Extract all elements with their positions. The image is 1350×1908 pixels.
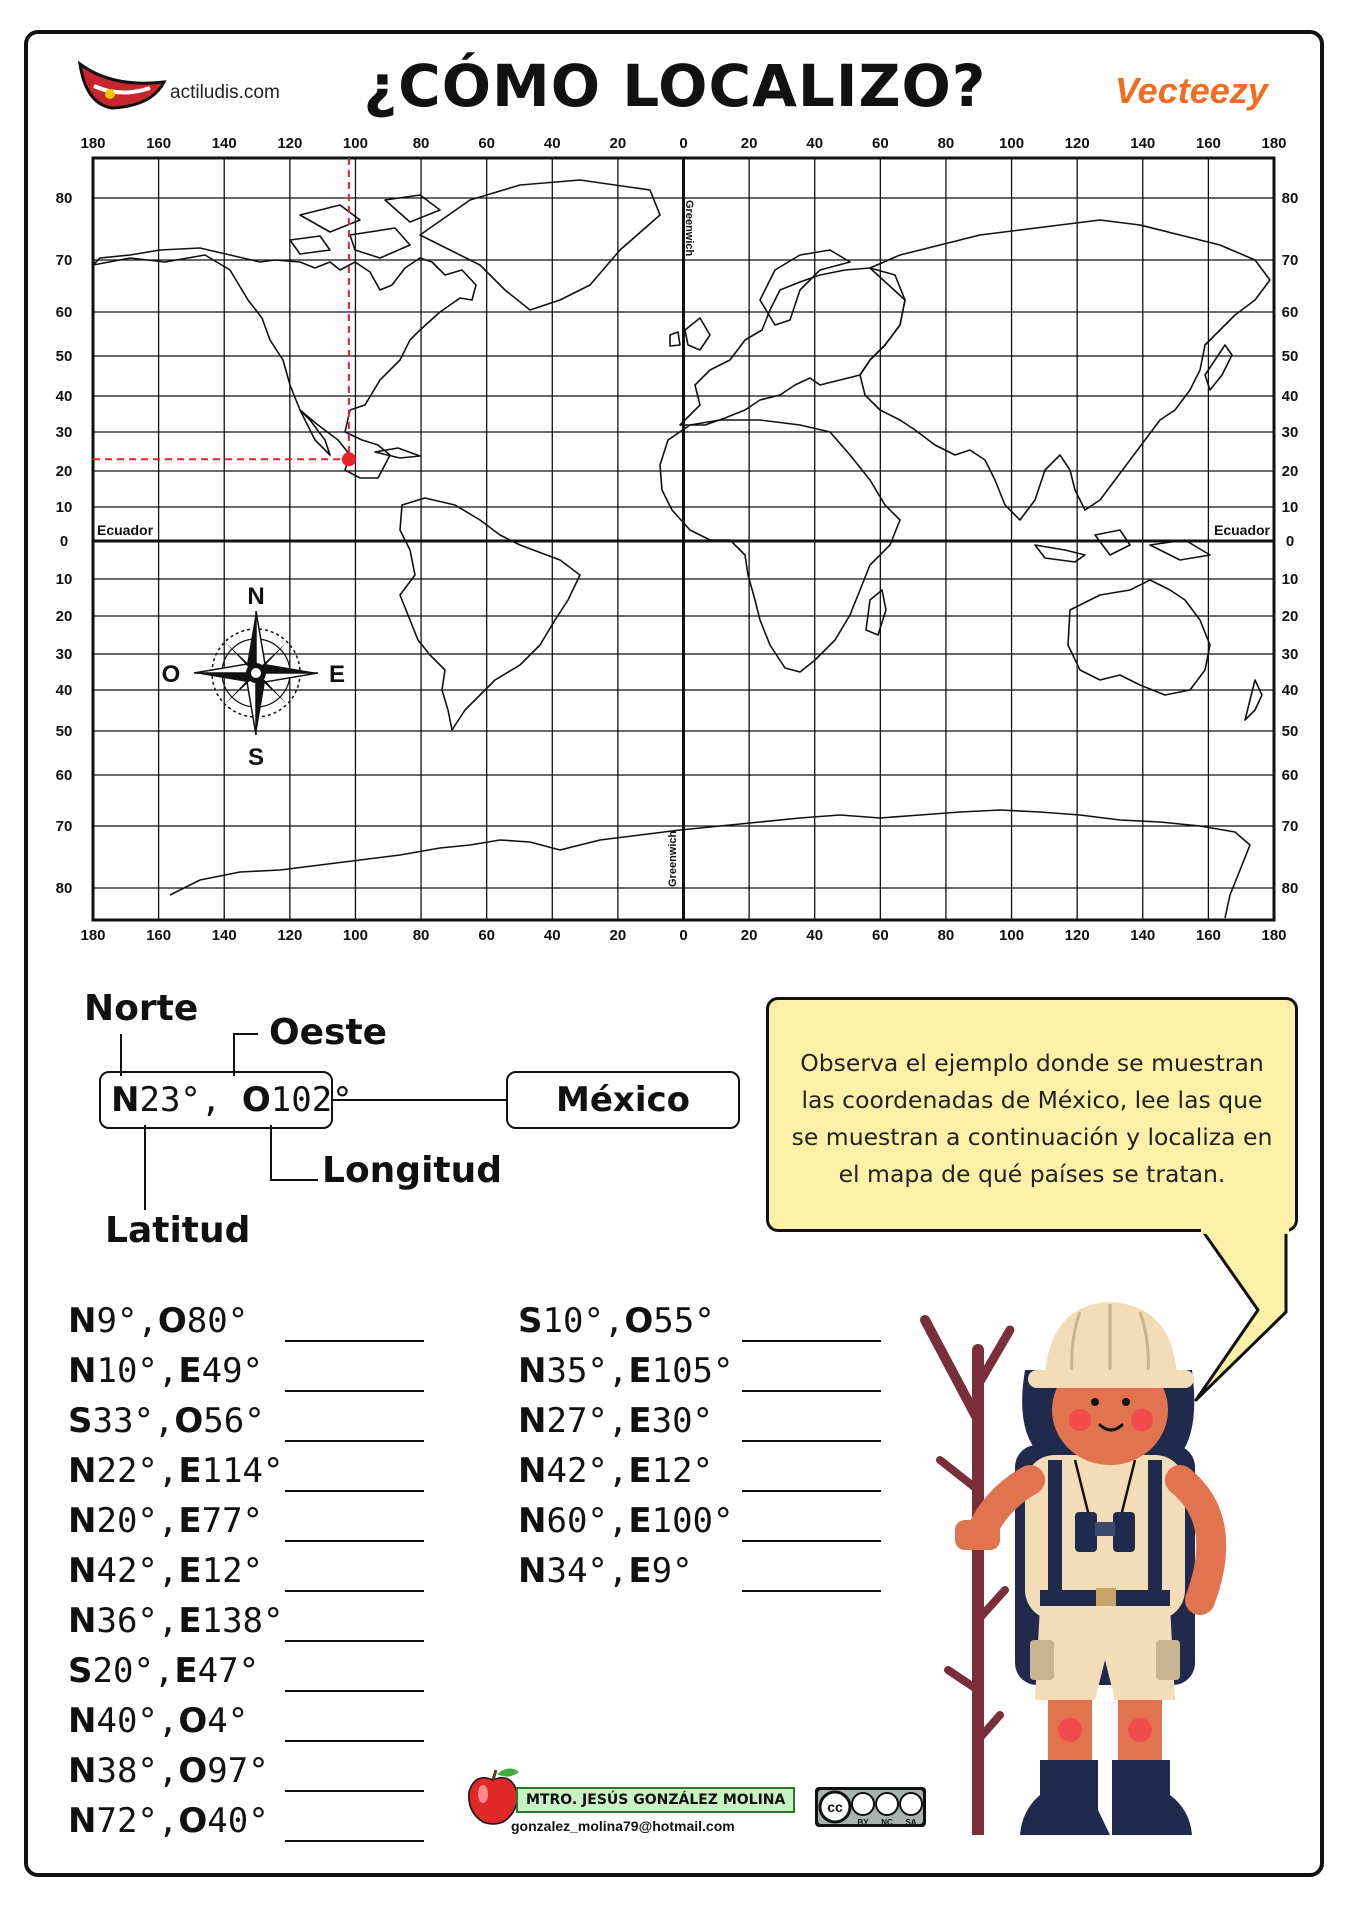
longitude-label-top: 20 — [609, 135, 627, 152]
latitude-label-right: 30 — [1281, 424, 1299, 441]
latitude-label-left: 30 — [55, 424, 73, 441]
longitude-label-bottom: 140 — [211, 927, 237, 944]
latitude-label-left: 20 — [55, 608, 73, 625]
longitude-label-top: 60 — [478, 135, 496, 152]
coordinate-item: S33°,O56° — [68, 1401, 265, 1441]
explorer-character-illustration — [900, 1290, 1280, 1835]
coordinate-item: N36°,E138° — [68, 1601, 284, 1641]
answer-blank-line[interactable] — [285, 1590, 424, 1592]
longitude-label-bottom: 40 — [806, 927, 824, 944]
latitude-label-left: 10 — [55, 571, 73, 588]
coordinate-item: N35°,E105° — [518, 1351, 734, 1391]
compass-north-label: N — [247, 583, 265, 610]
longitude-label-bottom: 100 — [342, 927, 368, 944]
longitude-label-top: 120 — [1064, 135, 1090, 152]
coordinate-item: N60°,E100° — [518, 1501, 734, 1541]
coordinate-item: N38°,O97° — [68, 1751, 269, 1791]
author-name: MTRO. JESÚS GONZÁLEZ MOLINA — [516, 1787, 795, 1813]
longitude-label-bottom: 80 — [412, 927, 430, 944]
answer-blank-line[interactable] — [285, 1440, 424, 1442]
latitude-label-right: 60 — [1281, 304, 1299, 321]
answer-blank-line[interactable] — [285, 1790, 424, 1792]
latitude-label-left: 60 — [55, 767, 73, 784]
longitude-label-bottom: 140 — [1130, 927, 1156, 944]
latitude-label-right: 60 — [1281, 767, 1299, 784]
example-country-box: México — [506, 1071, 740, 1129]
latitude-label-left: 80 — [55, 880, 73, 897]
coordinate-item: S20°,E47° — [68, 1651, 260, 1691]
answer-blank-line[interactable] — [742, 1390, 881, 1392]
answer-blank-line[interactable] — [285, 1690, 424, 1692]
longitude-label-top: 40 — [806, 135, 824, 152]
longitude-label-bottom: 100 — [999, 927, 1025, 944]
equator-label-left: Ecuador — [97, 522, 154, 538]
longitude-label-top: 160 — [1195, 135, 1221, 152]
answer-blank-line[interactable] — [285, 1490, 424, 1492]
latitude-label-left: 40 — [55, 388, 73, 405]
answer-blank-line[interactable] — [285, 1640, 424, 1642]
answer-blank-line[interactable] — [285, 1740, 424, 1742]
page-title: ¿CÓMO LOCALIZO? — [363, 52, 987, 120]
cc-license-badge-icon — [815, 1787, 926, 1827]
longitude-label-bottom: 20 — [740, 927, 758, 944]
longitude-label-bottom: 60 — [871, 927, 889, 944]
longitude-label-top: 120 — [277, 135, 303, 152]
longitude-label-top: 100 — [342, 135, 368, 152]
latitude-label-right: 50 — [1281, 723, 1299, 740]
longitude-label-bottom: 160 — [1195, 927, 1221, 944]
coordinate-item: N42°,E12° — [518, 1451, 714, 1491]
latitude-label-left: 20 — [55, 463, 73, 480]
greenwich-label-bottom: Greenwich — [667, 830, 679, 887]
longitude-label-bottom: 80 — [937, 927, 955, 944]
latitude-label-left: 50 — [55, 348, 73, 365]
coordinate-item: N34°,E9° — [518, 1551, 693, 1591]
answer-blank-line[interactable] — [285, 1840, 424, 1842]
longitude-label-top: 80 — [937, 135, 955, 152]
latitude-label-left: 70 — [55, 818, 73, 835]
author-email: gonzalez_molina79@hotmail.com — [511, 1818, 735, 1834]
latitude-label-left: 80 — [55, 190, 73, 207]
coordinate-item: N22°,E114° — [68, 1451, 284, 1491]
greenwich-label-top: Greenwich — [683, 200, 695, 257]
answer-blank-line[interactable] — [742, 1590, 881, 1592]
latitude-label-right: 70 — [1281, 252, 1299, 269]
latitude-label-left: 60 — [55, 304, 73, 321]
longitude-label-top: 140 — [211, 135, 237, 152]
latitude-label-right: 0 — [1285, 533, 1295, 550]
answer-blank-line[interactable] — [285, 1390, 424, 1392]
longitude-label-bottom: 180 — [1261, 927, 1287, 944]
answer-blank-line[interactable] — [742, 1440, 881, 1442]
brand-logo: Vecteezy — [1115, 70, 1268, 111]
logo-text: actiludis.com — [170, 82, 280, 103]
longitude-label-bottom: 20 — [609, 927, 627, 944]
example-coordinate-box: N23°, O102° — [99, 1071, 333, 1129]
latitude-label-left: 0 — [59, 533, 69, 550]
longitude-label-bottom: 0 — [679, 927, 688, 944]
latitude-label-right: 20 — [1281, 608, 1299, 625]
coordinate-item: N10°,E49° — [68, 1351, 264, 1391]
coordinate-item: S10°,O55° — [518, 1301, 715, 1341]
latitude-label-right: 40 — [1281, 682, 1299, 699]
longitude-label-top: 140 — [1130, 135, 1156, 152]
legend-longitude-word: Longitud — [322, 1150, 503, 1191]
answer-blank-line[interactable] — [742, 1540, 881, 1542]
latitude-label-right: 10 — [1281, 499, 1299, 516]
longitude-label-bottom: 160 — [146, 927, 172, 944]
latitude-label-right: 80 — [1281, 880, 1299, 897]
longitude-label-top: 160 — [146, 135, 172, 152]
svg-text:SA: SA — [905, 1818, 917, 1827]
latitude-label-left: 40 — [55, 682, 73, 699]
longitude-label-bottom: 120 — [1064, 927, 1090, 944]
latitude-label-left: 30 — [55, 646, 73, 663]
legend-north-word: Norte — [84, 988, 199, 1029]
coordinate-item: N27°,E30° — [518, 1401, 714, 1441]
longitude-label-bottom: 60 — [478, 927, 496, 944]
compass-west-label: O — [161, 661, 181, 688]
svg-text:BY: BY — [857, 1818, 869, 1827]
instruction-text: Observa el ejemplo donde se muestran las coordenadas de México, lee las que se muestran a continuación y localiza en el mapa de qué países se tratan. — [791, 1049, 1273, 1188]
legend-west-word: Oeste — [269, 1012, 388, 1053]
longitude-label-bottom: 120 — [277, 927, 303, 944]
coordinate-item: N72°,O40° — [68, 1801, 269, 1841]
longitude-label-bottom: 180 — [80, 927, 106, 944]
answer-blank-line[interactable] — [742, 1490, 881, 1492]
latitude-label-left: 50 — [55, 723, 73, 740]
latitude-label-right: 30 — [1281, 646, 1299, 663]
latitude-label-right: 40 — [1281, 388, 1299, 405]
longitude-label-top: 60 — [871, 135, 889, 152]
coordinate-item: N42°,E12° — [68, 1551, 264, 1591]
longitude-label-top: 80 — [412, 135, 430, 152]
latitude-label-right: 50 — [1281, 348, 1299, 365]
compass-east-label: E — [328, 661, 346, 688]
longitude-label-top: 40 — [543, 135, 561, 152]
svg-text:NC: NC — [881, 1818, 893, 1827]
latitude-label-left: 70 — [55, 252, 73, 269]
longitude-label-top: 20 — [740, 135, 758, 152]
equator-label-right: Ecuador — [1213, 522, 1270, 538]
latitude-label-right: 80 — [1281, 190, 1299, 207]
longitude-label-top: 180 — [80, 135, 106, 152]
answer-blank-line[interactable] — [285, 1340, 424, 1342]
longitude-label-bottom: 40 — [543, 927, 561, 944]
coordinate-item: N9°,O80° — [68, 1301, 249, 1341]
longitude-label-top: 0 — [679, 135, 688, 152]
answer-blank-line[interactable] — [285, 1540, 424, 1542]
longitude-label-top: 100 — [999, 135, 1025, 152]
coordinate-item: N40°,O4° — [68, 1701, 249, 1741]
answer-blank-line[interactable] — [742, 1340, 881, 1342]
coordinate-item: N20°,E77° — [68, 1501, 264, 1541]
longitude-label-top: 180 — [1261, 135, 1287, 152]
latitude-label-right: 70 — [1281, 818, 1299, 835]
compass-south-label: S — [247, 744, 265, 771]
latitude-label-left: 10 — [55, 499, 73, 516]
latitude-label-right: 10 — [1281, 571, 1299, 588]
legend-latitude-word: Latitud — [105, 1210, 251, 1251]
latitude-label-right: 20 — [1281, 463, 1299, 480]
svg-text:cc: cc — [827, 1799, 843, 1815]
